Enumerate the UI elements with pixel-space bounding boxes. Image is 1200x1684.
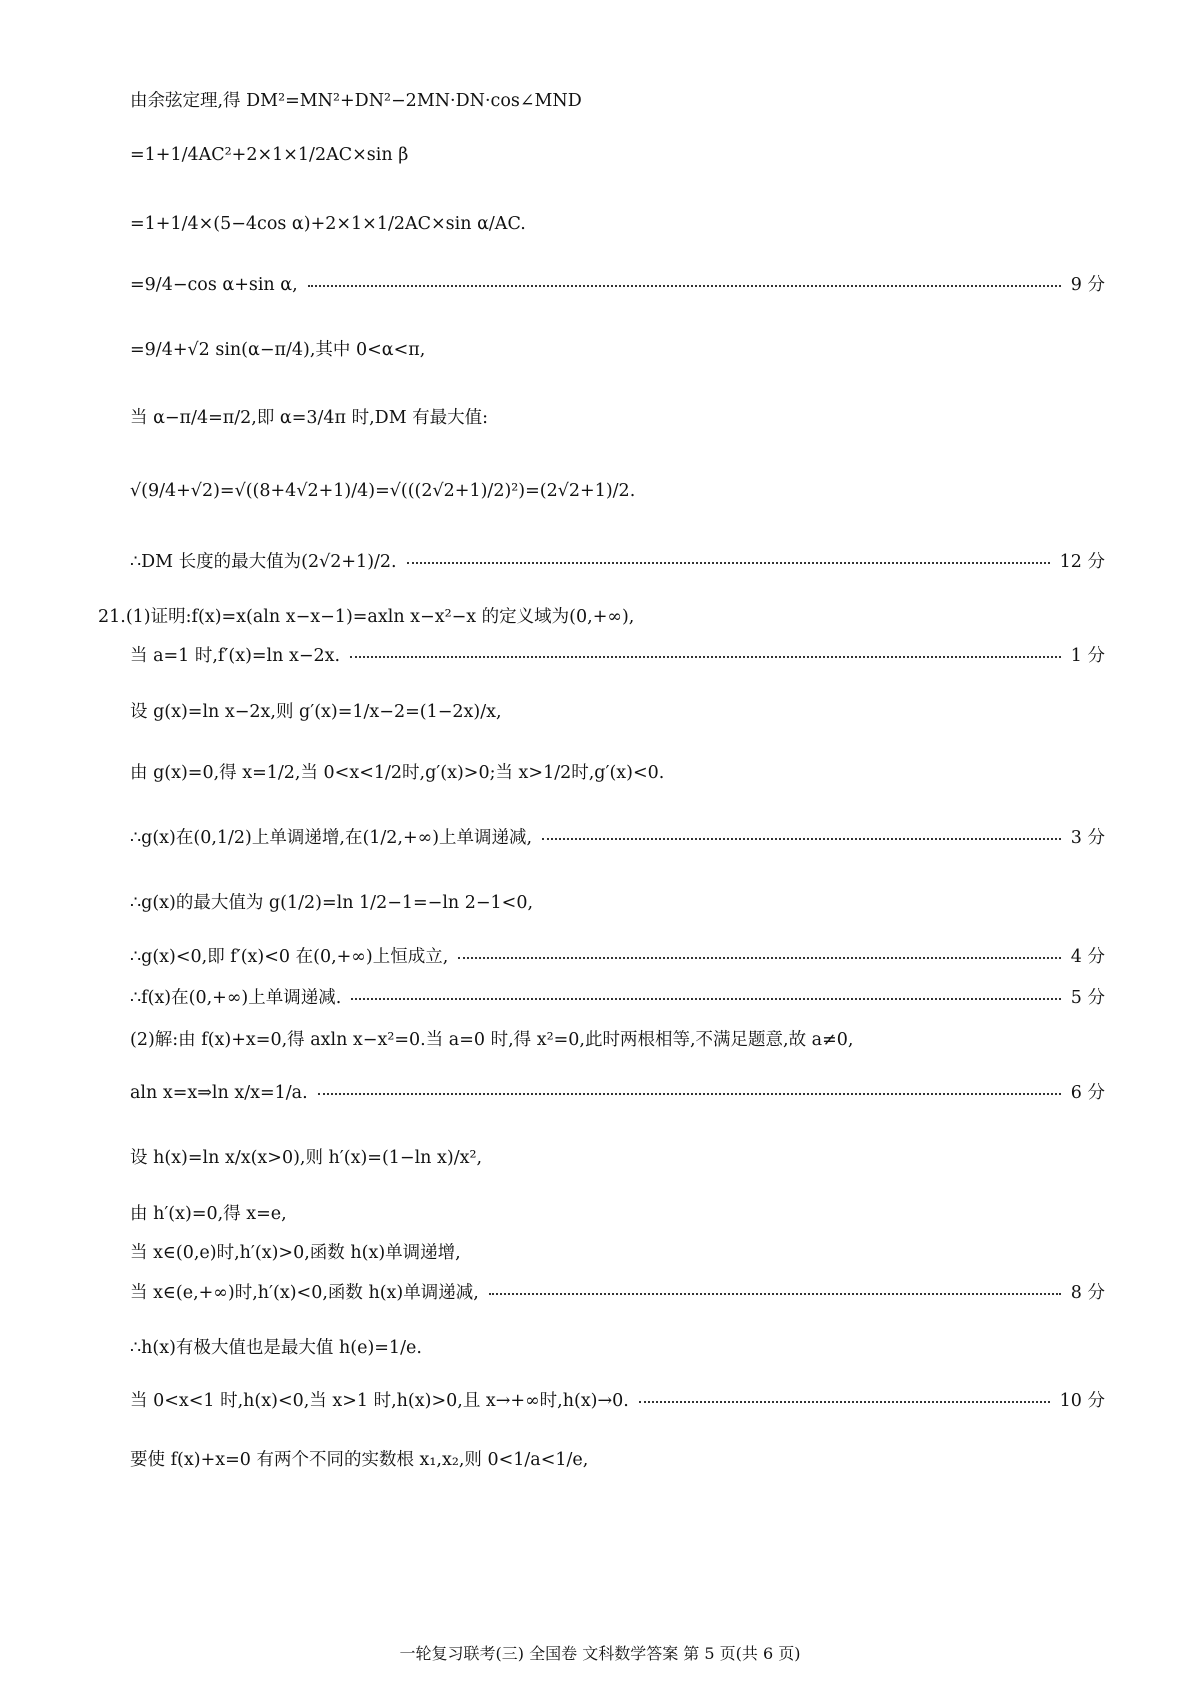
line-text: 当 α−π/4=π/2,即 α=3/4π 时,DM 有最大值: <box>130 408 489 428</box>
score-label: 8 分 <box>1070 1283 1105 1303</box>
score-label: 4 分 <box>1070 947 1105 967</box>
line-text: ∴h(x)有极大值也是最大值 h(e)=1/e. <box>130 1338 422 1358</box>
answer-line-11 <box>130 704 1105 722</box>
answer-line-9 <box>98 609 1105 627</box>
line-text: 设 h(x)=ln x/x(x>0),则 h′(x)=(1−ln x)/x², <box>130 1148 483 1168</box>
line-text: ∴g(x)在(0,1/2)上单调递增,在(1/2,+∞)上单调递减, <box>130 828 533 848</box>
line-text: =9/4−cos α+sin α, <box>130 275 298 295</box>
answer-line-24 <box>130 1393 1105 1411</box>
line-text: =1+1/4AC²+2×1×1/2AC×sin β <box>130 145 409 165</box>
line-text: ∴f(x)在(0,+∞)上单调递减. <box>130 988 342 1008</box>
line-text: ∴g(x)的最大值为 g(1/2)=ln 1/2−1=−ln 2−1<0, <box>130 893 534 913</box>
answer-line-12 <box>130 765 1105 783</box>
line-text: =1+1/4×(5−4cos α)+2×1×1/2AC×sin α/AC. <box>130 214 526 234</box>
answer-line-15 <box>130 949 1105 967</box>
score-label: 9 分 <box>1070 275 1105 295</box>
line-text: aln x=x⇒ln x/x=1/a. <box>130 1083 308 1103</box>
line-text: 由 g(x)=0,得 x=1/2,当 0<x<1/2时,g′(x)>0;当 x>1/2时,g′(x)<0. <box>130 763 665 783</box>
answer-line-23 <box>130 1340 1105 1358</box>
answer-line-4 <box>130 277 1105 295</box>
line-text: 要使 f(x)+x=0 有两个不同的实数根 x₁,x₂,则 0<1/a<1/e, <box>130 1450 589 1470</box>
line-text: 由 h′(x)=0,得 x=e, <box>130 1204 287 1224</box>
score-label: 10 分 <box>1059 1391 1105 1411</box>
line-text: =9/4+√2 sin(α−π/4),其中 0<α<π, <box>130 340 426 360</box>
line-text: ∴g(x)<0,即 f′(x)<0 在(0,+∞)上恒成立, <box>130 947 449 967</box>
answer-line-25 <box>130 1452 1105 1470</box>
score-label: 1 分 <box>1070 646 1105 666</box>
line-text: 当 0<x<1 时,h(x)<0,当 x>1 时,h(x)>0,且 x→+∞时,h(x)→0. <box>130 1391 629 1411</box>
answer-line-17 <box>130 1032 1105 1050</box>
dot-leader <box>318 1093 1061 1095</box>
page-footer: 一轮复习联考(三) 全国卷 文科数学答案 第 5 页(共 6 页) <box>399 1644 801 1663</box>
answer-line-14 <box>130 895 1105 913</box>
line-text: 由余弦定理,得 DM²=MN²+DN²−2MN·DN·cos∠MND <box>130 91 582 111</box>
answer-line-20 <box>130 1206 1105 1224</box>
answer-line-21 <box>130 1245 1105 1263</box>
line-text: 当 x∈(0,e)时,h′(x)>0,函数 h(x)单调递增, <box>130 1243 461 1263</box>
line-text: 21.(1)证明:f(x)=x(aln x−x−1)=axln x−x²−x 的定义域为(0,+∞), <box>98 607 635 627</box>
line-text: 当 x∈(e,+∞)时,h′(x)<0,函数 h(x)单调递减, <box>130 1283 479 1303</box>
dot-leader <box>351 998 1061 1000</box>
score-label: 3 分 <box>1070 828 1105 848</box>
answer-line-5 <box>130 342 1105 360</box>
line-text: 当 a=1 时,f′(x)=ln x−2x. <box>130 646 341 666</box>
dot-leader <box>350 656 1061 658</box>
answer-line-3 <box>130 216 1105 234</box>
score-label: 12 分 <box>1059 552 1105 572</box>
answer-line-1 <box>130 93 1105 111</box>
answer-line-8 <box>130 554 1105 572</box>
answer-line-10 <box>130 648 1105 666</box>
line-text: ∴DM 长度的最大值为(2√2+1)/2. <box>130 552 397 572</box>
dot-leader <box>308 285 1061 287</box>
dot-leader <box>489 1293 1061 1295</box>
answer-line-6 <box>130 410 1105 428</box>
line-text: 设 g(x)=ln x−2x,则 g′(x)=1/x−2=(1−2x)/x, <box>130 702 502 722</box>
dot-leader <box>458 957 1061 959</box>
answer-line-19 <box>130 1150 1105 1168</box>
answer-line-16 <box>130 990 1105 1008</box>
answer-line-2 <box>130 147 1105 165</box>
line-text: √(9/4+√2)=√((8+4√2+1)/4)=√(((2√2+1)/2)²)=(2√2+1)/2. <box>130 481 636 501</box>
line-text: (2)解:由 f(x)+x=0,得 axln x−x²=0.当 a=0 时,得 x²=0,此时两根相等,不满足题意,故 a≠0, <box>130 1030 854 1050</box>
answer-line-18 <box>130 1085 1105 1103</box>
score-label: 6 分 <box>1070 1083 1105 1103</box>
score-label: 5 分 <box>1070 988 1105 1008</box>
answer-line-13 <box>130 830 1105 848</box>
answer-line-7 <box>130 483 1105 501</box>
dot-leader <box>542 838 1061 840</box>
dot-leader <box>407 562 1050 564</box>
dot-leader <box>639 1401 1050 1403</box>
answer-line-22 <box>130 1285 1105 1303</box>
